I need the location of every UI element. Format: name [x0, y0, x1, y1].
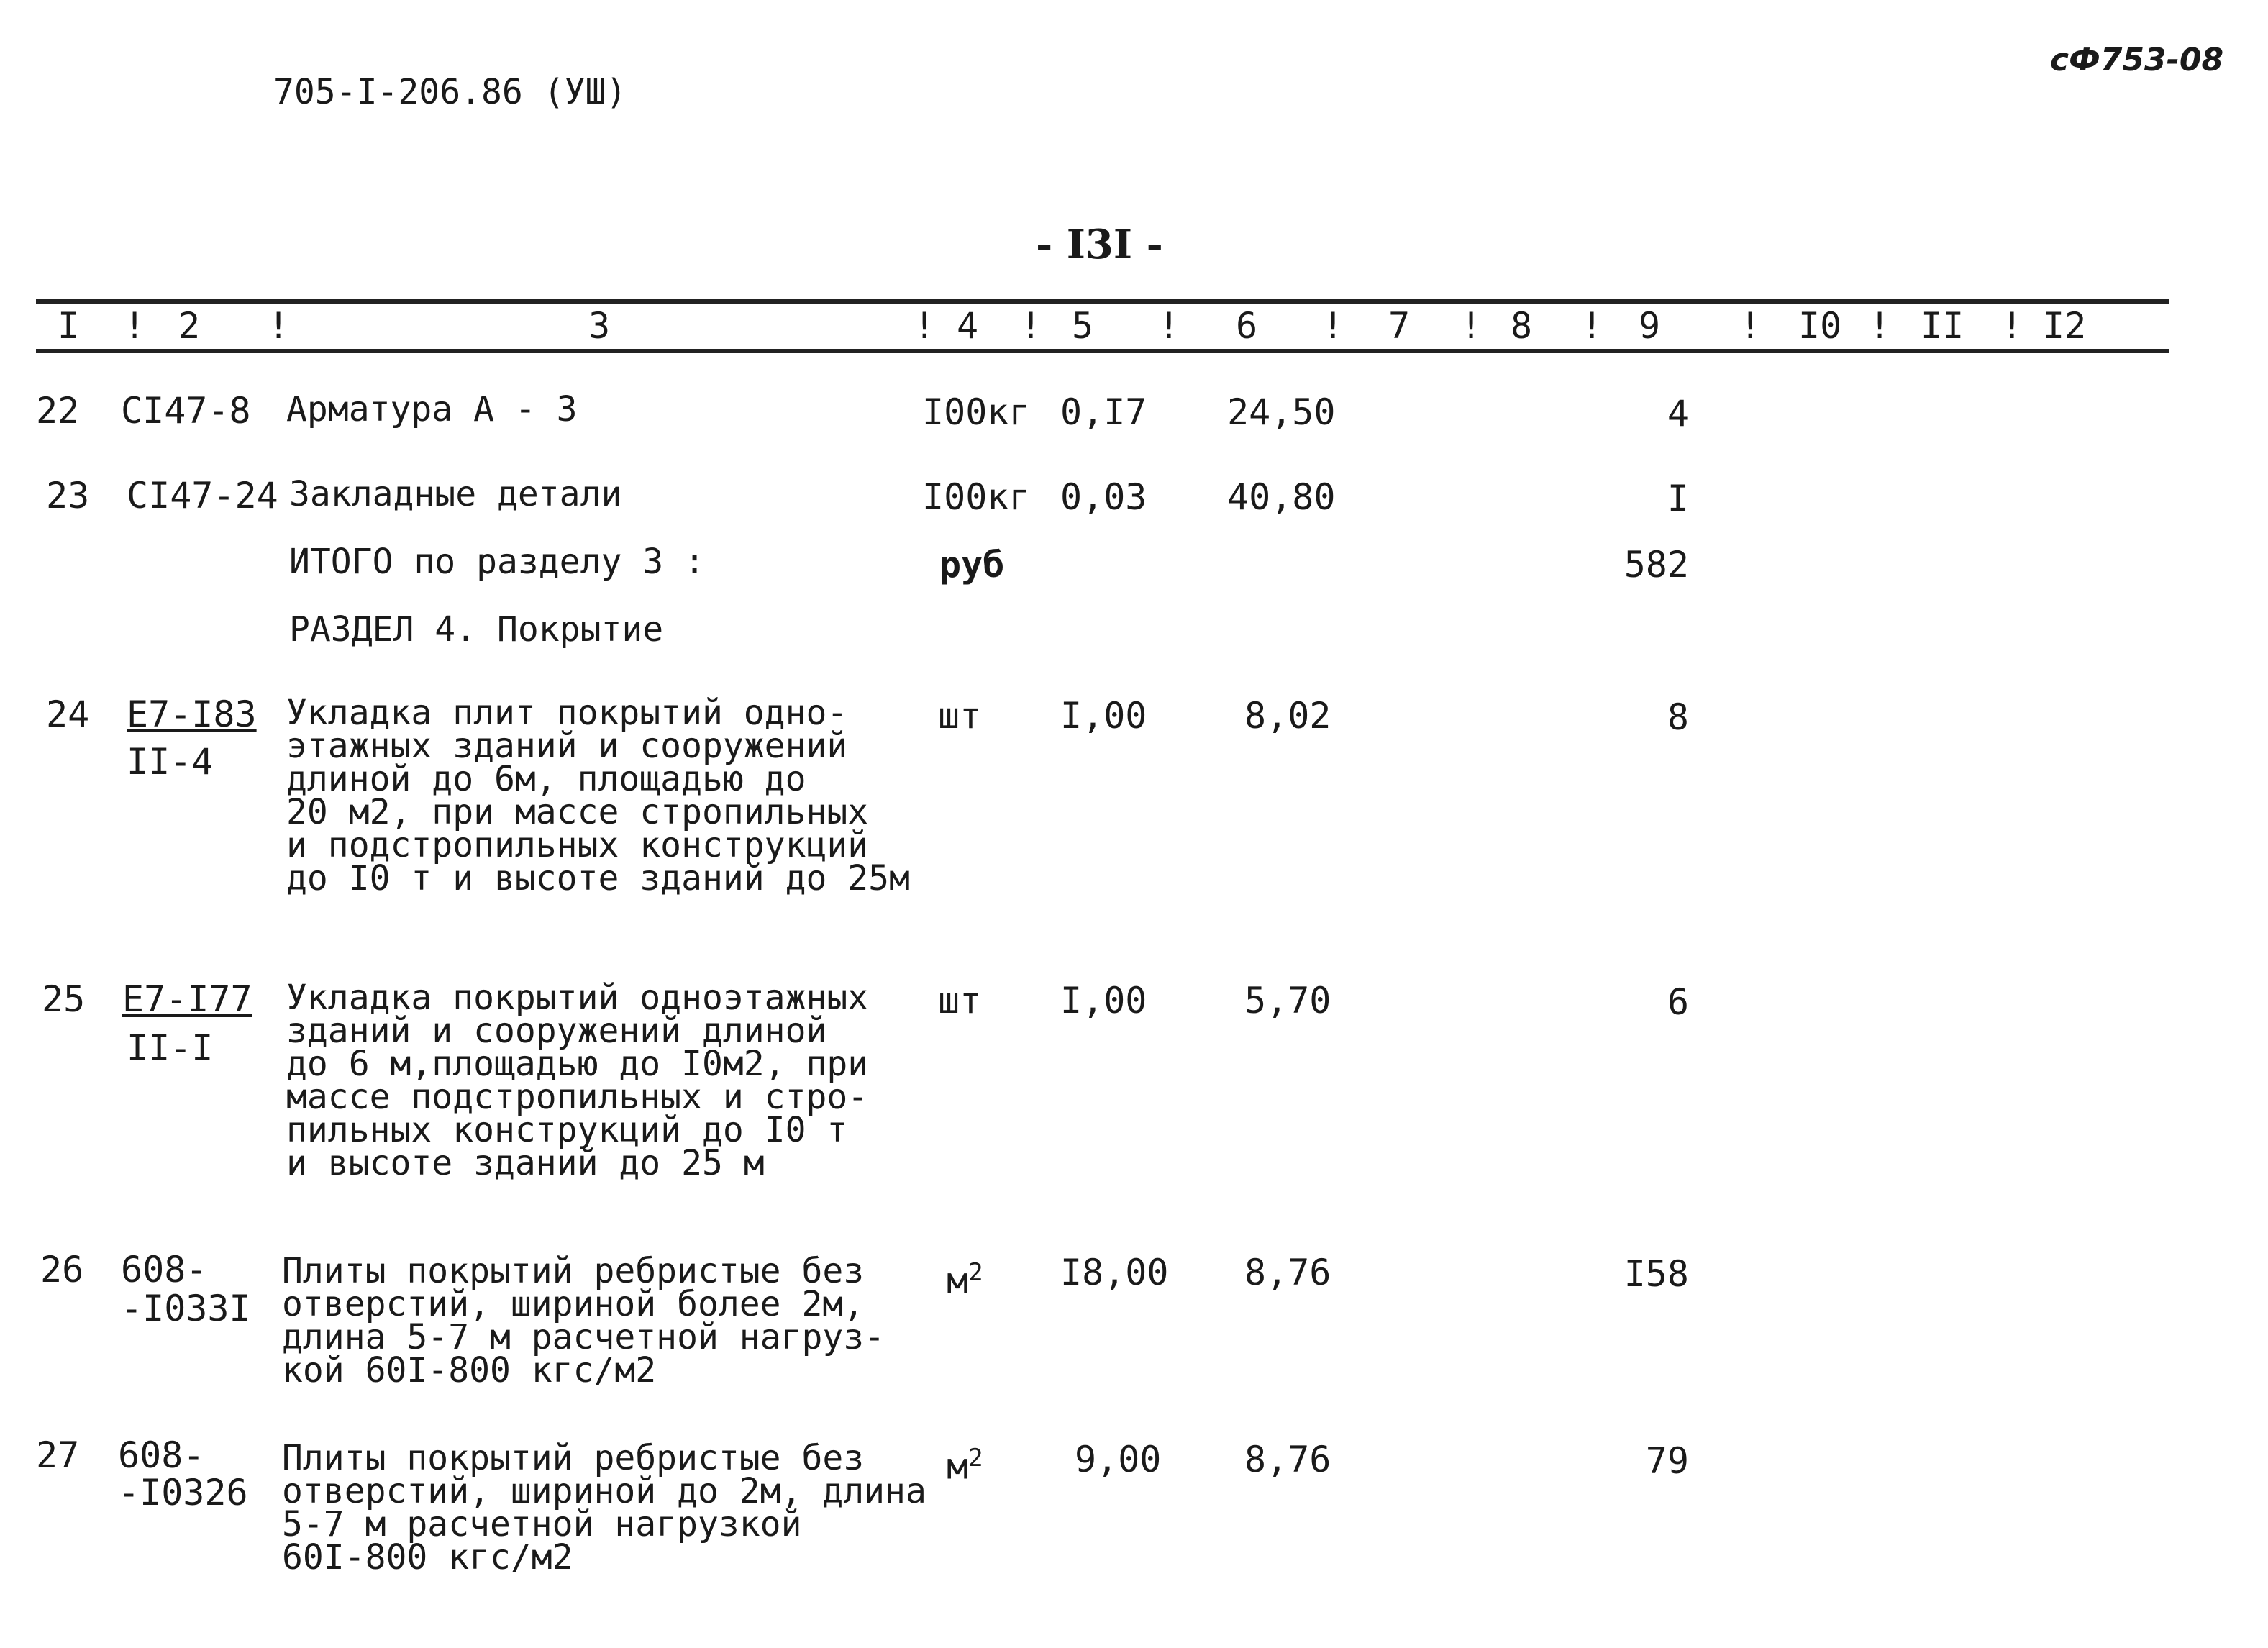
col-separator: ! — [2001, 305, 2023, 347]
row-code-sub: II-4 — [127, 741, 214, 783]
document-code: 705-I-206.86 (УШ) — [273, 72, 627, 112]
col-separator: ! — [124, 305, 146, 347]
row-description-line: Плиты покрытий ребристые без — [282, 1438, 865, 1478]
row-number: 25 — [42, 978, 86, 1020]
row-description-line: зданий и сооружений длиной — [286, 1011, 827, 1051]
row-code: CI47-8 — [121, 390, 251, 432]
table-header-rule — [36, 349, 2169, 353]
row-description-line: и подстропильных конструкций — [286, 825, 869, 865]
col-separator: ! — [1322, 305, 1344, 347]
col-separator: ! — [914, 305, 936, 347]
row-code: 608- — [118, 1434, 205, 1476]
row-total: 8 — [1667, 696, 1689, 738]
row-quantity: I8,00 — [1060, 1252, 1169, 1293]
section-heading: РАЗДЕЛ 4. Покрытие — [289, 609, 664, 650]
table-top-rule — [36, 299, 2169, 304]
row-quantity: I,00 — [1060, 980, 1147, 1021]
row-total: 4 — [1667, 393, 1689, 434]
col-header-9: 9 — [1639, 305, 1661, 347]
row-unit: шт — [938, 695, 982, 737]
row-code-sub: II-I — [127, 1027, 214, 1069]
col-separator: ! — [1158, 305, 1180, 347]
unit-base: м — [947, 1260, 969, 1302]
row-description-line: Закладные детали — [289, 474, 622, 514]
row-quantity: 0,03 — [1060, 476, 1147, 518]
row-price: 24,50 — [1227, 391, 1336, 433]
section-subtotal-label: ИТОГО по разделу 3 : — [289, 542, 705, 582]
col-header-1: I — [58, 305, 80, 347]
row-number: 23 — [46, 475, 90, 516]
col-header-12: I2 — [2043, 305, 2087, 347]
row-description-line: пильных конструкций до I0 т — [286, 1110, 848, 1150]
row-price: 8,76 — [1244, 1439, 1331, 1480]
row-unit: I00кг — [922, 391, 1031, 433]
row-code-sub: -I033I — [121, 1288, 251, 1329]
row-number: 27 — [36, 1434, 80, 1476]
row-description-line: отверстий, шириной до 2м, длина — [282, 1471, 926, 1511]
row-code: CI47-24 — [127, 475, 278, 516]
row-unit — [947, 1258, 983, 1302]
row-price: 40,80 — [1227, 476, 1336, 518]
row-description-line: 60I-800 кгс/м2 — [282, 1537, 573, 1578]
col-separator: ! — [1739, 305, 1762, 347]
col-header-11: II — [1921, 305, 1964, 347]
row-code: E7-I77 — [122, 978, 252, 1020]
page-number: - I3I - — [1036, 221, 1163, 268]
row-quantity: 9,00 — [1075, 1439, 1162, 1480]
row-code: 608- — [121, 1249, 208, 1290]
col-header-7: 7 — [1388, 305, 1411, 347]
row-description-line: этажных зданий и сооружений — [286, 726, 848, 766]
row-description-line: массе подстропильных и стро- — [286, 1077, 869, 1117]
row-total: 79 — [1645, 1440, 1689, 1482]
row-unit — [947, 1444, 983, 1488]
row-price: 8,76 — [1244, 1252, 1331, 1293]
col-separator: ! — [1869, 305, 1891, 347]
row-number: 24 — [46, 693, 90, 735]
col-header-8: 8 — [1511, 305, 1533, 347]
row-description-line: и высоте зданий до 25 м — [286, 1143, 765, 1183]
row-number: 26 — [40, 1249, 84, 1290]
row-total: I — [1667, 478, 1689, 519]
row-description-line: до 6 м,площадью до I0м2, при — [286, 1044, 869, 1084]
row-description-line: отверстий, шириной более 2м, — [282, 1284, 865, 1324]
row-description-line: Арматура А - 3 — [286, 389, 578, 429]
subtotal-unit: руб — [939, 544, 1005, 586]
row-unit: шт — [938, 980, 982, 1021]
archive-stamp: сФ753-08 — [2050, 42, 2224, 78]
row-description-line: 5-7 м расчетной нагрузкой — [282, 1504, 802, 1544]
col-header-3: 3 — [588, 305, 611, 347]
col-separator: ! — [268, 305, 290, 347]
row-code-sub: -I0326 — [118, 1472, 248, 1513]
row-code: E7-I83 — [127, 693, 257, 735]
row-description-line: Укладка покрытий одноэтажных — [286, 978, 869, 1018]
col-separator: ! — [1020, 305, 1042, 347]
row-total: I58 — [1623, 1253, 1689, 1295]
row-description-line: Плиты покрытий ребристые без — [282, 1251, 865, 1291]
col-header-2: 2 — [178, 305, 201, 347]
row-quantity: 0,I7 — [1060, 391, 1147, 433]
row-quantity: I,00 — [1060, 695, 1147, 737]
row-price: 8,02 — [1244, 695, 1331, 737]
unit-base: м — [947, 1445, 969, 1488]
row-description-line: кой 60I-800 кгс/м2 — [282, 1350, 657, 1390]
row-description-line: 20 м2, при массе стропильных — [286, 792, 869, 832]
row-total: 6 — [1667, 981, 1689, 1023]
col-header-6: 6 — [1236, 305, 1258, 347]
col-header-4: 4 — [957, 305, 979, 347]
col-header-5: 5 — [1072, 305, 1094, 347]
row-description-line: Укладка плит покрытий одно- — [286, 693, 848, 733]
row-description-line: до I0 т и высоте зданий до 25м — [286, 858, 910, 898]
row-description-line: длина 5-7 м расчетной нагруз- — [282, 1317, 885, 1357]
row-price: 5,70 — [1244, 980, 1331, 1021]
unit-exponent: 2 — [968, 1258, 983, 1287]
row-unit: I00кг — [922, 476, 1031, 518]
row-description-line: длиной до 6м, площадью до — [286, 759, 806, 799]
subtotal-value: 582 — [1623, 544, 1689, 586]
col-separator: ! — [1581, 305, 1603, 347]
col-separator: ! — [1460, 305, 1483, 347]
col-header-10: I0 — [1798, 305, 1842, 347]
unit-exponent: 2 — [968, 1444, 983, 1472]
row-number: 22 — [36, 390, 80, 432]
